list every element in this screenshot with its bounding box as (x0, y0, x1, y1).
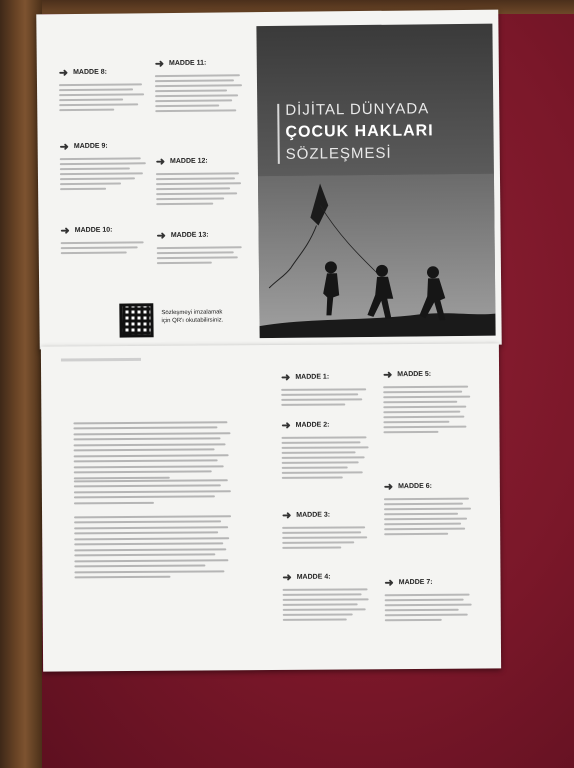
intro-paragraph-3 (74, 511, 234, 582)
article-2: ➜ MADDE 2: (281, 418, 373, 482)
cover-panel (256, 24, 495, 338)
children-with-kite-illustration (258, 174, 496, 338)
arrow-right-icon: ➜ (156, 230, 166, 243)
arrow-right-icon: ➜ (155, 156, 166, 169)
arrow-right-icon: ➜ (60, 225, 70, 238)
arrow-right-icon: ➜ (384, 577, 394, 590)
title-rule (277, 104, 280, 164)
brochure-inner-side (41, 343, 501, 671)
arrow-right-icon: ➜ (281, 419, 291, 432)
article-12: ➜ MADDE 12: (156, 154, 249, 208)
article-3: ➜ MADDE 3: (282, 508, 374, 552)
page-header (61, 358, 141, 362)
qr-code[interactable] (119, 303, 153, 337)
brochure-outer-side (36, 10, 501, 350)
arrow-right-icon: ➜ (383, 369, 393, 382)
arrow-right-icon: ➜ (58, 67, 69, 80)
intro-paragraph-2 (74, 475, 234, 507)
article-6: ➜ MADDE 6: (384, 480, 476, 539)
article-11: ➜ MADDE 11: (155, 56, 248, 115)
article-8: ➜ MADDE 8: (59, 65, 151, 114)
cover-title: DİJİTAL DÜNYADA ÇOCUK HAKLARI SÖZLEŞMESİ (285, 100, 434, 163)
article-4: ➜ MADDE 4: (282, 570, 374, 624)
article-9: ➜ MADDE 9: (60, 139, 153, 193)
article-5: ➜ MADDE 5: (383, 368, 475, 437)
article-1: ➜ MADDE 1: (281, 370, 373, 409)
article-13: ➜ MADDE 13: (157, 228, 249, 267)
qr-caption: Sözleşmeyi imzalamak için QR'ı okutabilirsiniz. (161, 309, 224, 325)
article-7: ➜ MADDE 7: (384, 576, 476, 625)
arrow-right-icon: ➜ (383, 481, 394, 494)
wooden-frame (0, 0, 42, 768)
arrow-right-icon: ➜ (154, 58, 165, 71)
article-10: ➜ MADDE 10: (60, 223, 152, 257)
arrow-right-icon: ➜ (281, 371, 291, 384)
arrow-right-icon: ➜ (59, 141, 69, 154)
arrow-right-icon: ➜ (282, 509, 292, 522)
intro-paragraph-1 (73, 417, 233, 482)
arrow-right-icon: ➜ (282, 571, 292, 584)
